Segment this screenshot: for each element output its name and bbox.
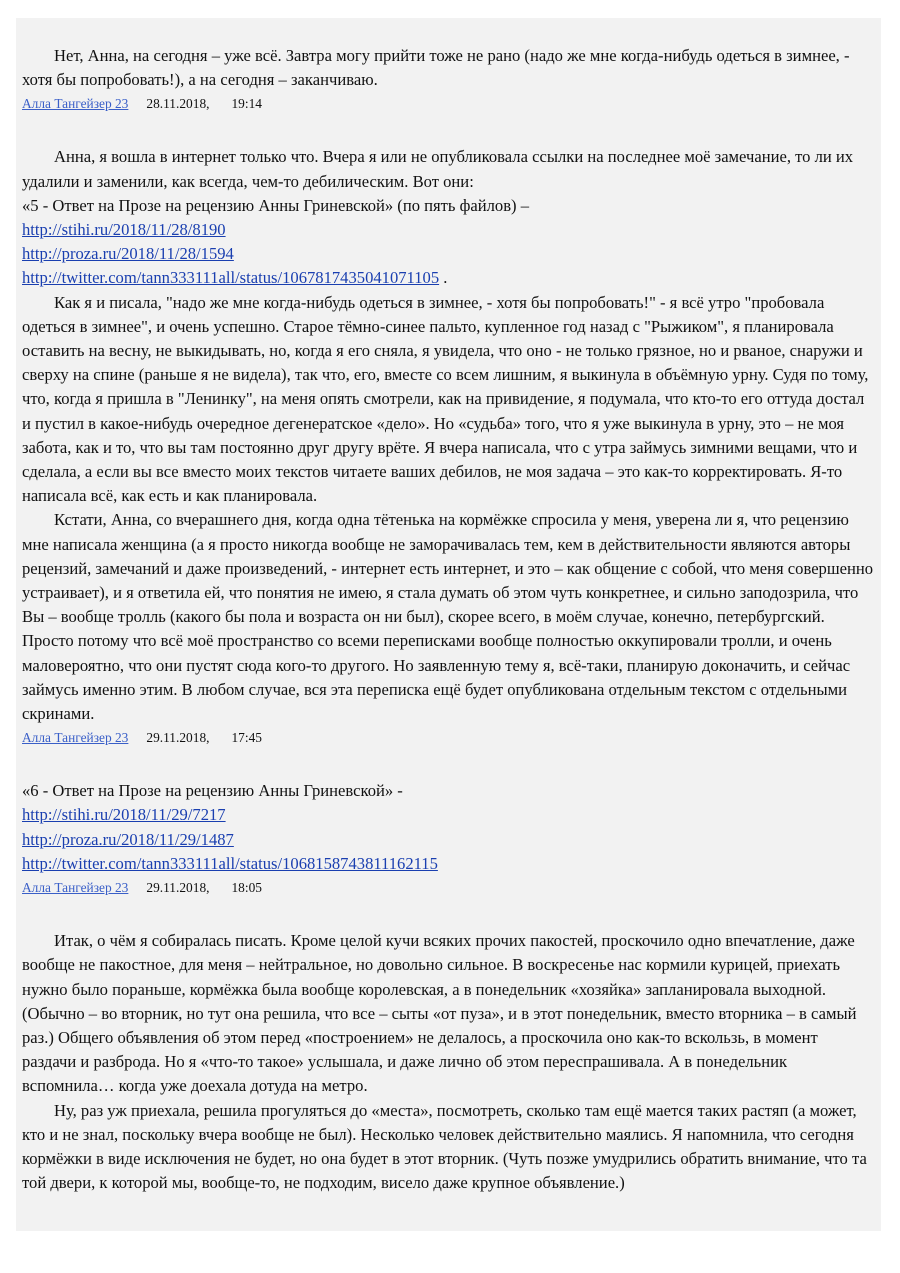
author-link[interactable]: Алла Тангейзер 23 bbox=[22, 880, 129, 896]
comment-4-paragraph-2: Ну, раз уж приехала, решила прогуляться до «места», посмотреть, сколько там ещё мается таких растяп (а может, кто и не знал, поскольку вчера вообще не был). Несколько человек действительно маялись. Я напомнила, что сегодня кормёжки в виде исключения не будет, но она будет в этот вторник. (Чуть позже умудрились обратить внимание, что та той двери, к которой мы, вообще-то, не подходим, висело даже крупное объявление.) bbox=[22, 1100, 867, 1193]
link-twitter[interactable]: http://twitter.com/tann333111all/status/1067817435041071105 bbox=[22, 268, 440, 288]
comment-2-title: «5 - Ответ на Прозе на рецензию Анны Гриневской» (по пять файлов) – bbox=[22, 195, 530, 215]
link-proza[interactable]: http://proza.ru/2018/11/28/1594 bbox=[22, 244, 234, 264]
comment-4-paragraph-1: Итак, о чём я собиралась писать. Кроме целой кучи всяких прочих пакостей, проскочило одно впечатление, даже вообще не пакостное, для меня – нейтральное, но довольно сильное. В воскресенье нас кормили курицей, приехать нужно было пораньше, кормёжка была вообще королевская, а в понедельник «хозяйка» запланировала выходной. (Обычно – во вторник, но тут она решила, что все – сыты «от пуза», и в этот понедельник, вместо вторника – в самый раз.) Общего объявления об этом перед «построением» не делалось, а проскочила оно как-то вскользь, в момент раздачи и разброда. Но я «что-то такое» услышала, и даже лично об этом переспрашивала. А в понедельник вспомнила… когда уже доехала дотуда на метро. bbox=[22, 931, 857, 1096]
author-link[interactable]: Алла Тангейзер 23 bbox=[22, 730, 129, 746]
comment-2-paragraph-1: Анна, я вошла в интернет только что. Вчера я или не опубликовала ссылки на последнее моё замечание, то ли их удалили и заменили, как всегда, чем-то дебилическим. Вот они: bbox=[22, 147, 854, 191]
comment-3-title: «6 - Ответ на Прозе на рецензию Анны Гриневской» - bbox=[22, 781, 403, 801]
comment-2-paragraph-3: Кстати, Анна, со вчерашнего дня, когда одна тётенька на кормёжке спросила у меня, уверена ли я, что рецензию мне написала женщина (а я просто никогда вообще не заморачивалась тем, кем в действительности являются авторы рецензий, замечаний и даже произведений, - интернет есть интернет, и это – как общение с собой, что меня совершенно устраивает), и я ответила ей, что понятия не имею, я стала думать об этом чуть конкретнее, и сильно заподозрила, что Вы – вообще тролль (какого бы пола и возраста он ни был), скорее всего, в моём случае, конечно, петербургский. Просто потому что всё моё пространство со всеми переписками вообще полностью оккупировали тролли, и очень маловероятно, что они пустят сюда кого-то другого. Но заявленную тему я, всё-таки, планирую доконачить, и сейчас займусь именно этим. В любом случае, вся эта переписка ещё будет опубликована отдельным текстом с отдельными скринами. bbox=[22, 510, 874, 724]
comment-3-signature bbox=[22, 876, 874, 900]
signature-date: 29.11.2018, bbox=[146, 730, 210, 746]
document-page bbox=[16, 18, 881, 1231]
link-tail: . bbox=[439, 268, 448, 288]
comment-1-paragraph: Нет, Анна, на сегодня – уже всё. Завтра могу прийти тоже не рано (надо же мне когда-нибудь одеться в зимнее, - хотя бы попробовать!), а на сегодня – заканчиваю. bbox=[22, 46, 850, 90]
link-stihi[interactable]: http://stihi.ru/2018/11/28/8190 bbox=[22, 220, 226, 240]
signature-date: 28.11.2018, bbox=[146, 96, 210, 112]
comment-2-paragraph-2: Как я и писала, "надо же мне когда-нибудь одеться в зимнее, - хотя бы попробовать!" - я всё утро "пробовала одеться в зимнее", и очень успешно. Старое тёмно-синее пальто, купленное год назад с "Рыжиком", я планировала оставить на весну, не выкидывать, но, когда я его сняла, я увидела, что оно - не только грязное, но и рваное, снаружи и сверху на спине (раньше я не видела), так что, его, вместе со всем лишним, я выкинула в объёмную урну. Судя по тому, что, когда я пришла в "Ленинку", на меня опять смотрели, как на привидение, я подумала, что кто-то его оттуда достал и пустил в какое-нибудь очередное дегенератское «дело». Но «судьба» того, что я уже выкинула в урну, это – не моя забота, как и то, что вы там постоянно друг другу врёте. Я вчера написала, что с утра займусь зимними вещами, что и сделала, а если вы все вместо моих текстов читаете ваших дебилов, не моя задача – это как-то корректировать. Я-то написала всё, как есть и как планировала. bbox=[22, 292, 869, 506]
document-content bbox=[22, 44, 874, 1195]
comment-2-signature bbox=[22, 726, 874, 750]
author-link[interactable]: Алла Тангейзер 23 bbox=[22, 96, 129, 112]
link-proza[interactable]: http://proza.ru/2018/11/29/1487 bbox=[22, 829, 234, 849]
link-twitter[interactable]: http://twitter.com/tann333111all/status/1068158743811162115 bbox=[22, 853, 438, 873]
signature-date: 29.11.2018, bbox=[146, 880, 210, 896]
comment-1-signature bbox=[22, 92, 874, 116]
signature-time: 17:45 bbox=[231, 730, 262, 746]
signature-time: 19:14 bbox=[231, 96, 262, 112]
signature-time: 18:05 bbox=[231, 880, 262, 896]
link-stihi[interactable]: http://stihi.ru/2018/11/29/7217 bbox=[22, 805, 226, 825]
